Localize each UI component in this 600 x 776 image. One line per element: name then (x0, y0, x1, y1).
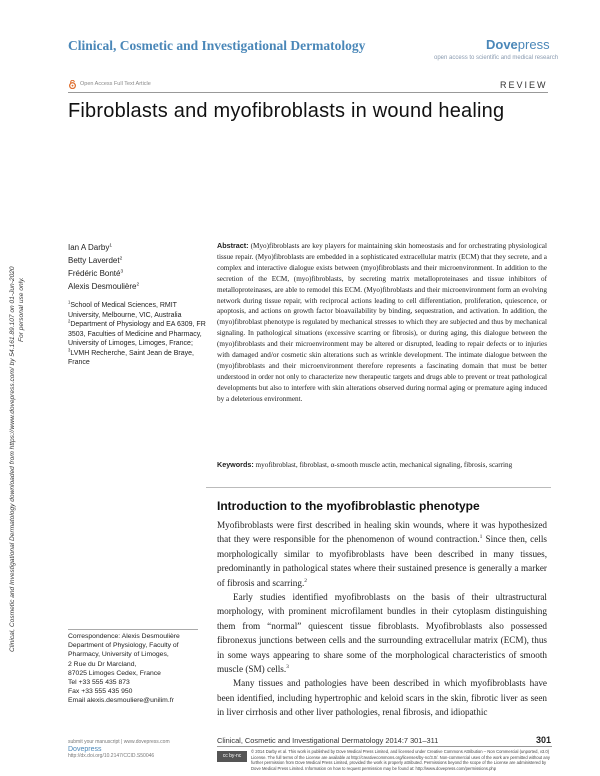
correspondence-email[interactable]: Email alexis.desmouliere@unilim.fr (68, 697, 174, 705)
affiliation-1: $^1$School of Medical Sciences, RMIT University, Melbourne, VIC, Australia (68, 299, 182, 319)
open-access-icon (68, 80, 77, 89)
publisher-logo[interactable] (486, 37, 550, 52)
body-text (217, 518, 547, 720)
author[interactable]: Betty Laverdet$^2$ (68, 256, 123, 265)
paragraph: Many tissues and pathologies have been described in which myofibroblasts have been identified, including hypertrophic and keloid scars in the skin, fibrotic liver as seen in liver cirrhosis and other liver pathologies, renal fibrosis, and idiopathic (217, 678, 547, 718)
footer-dovepress: Dovepress (68, 746, 102, 753)
publisher-name-b: press (517, 37, 550, 52)
author[interactable]: Alexis Desmoulière$^2$ (68, 282, 140, 291)
journal-title[interactable]: Clinical, Cosmetic and Investigational Dermatology (68, 38, 366, 53)
keywords (217, 460, 547, 471)
correspondence-label: Correspondence: Alexis Desmoulière (68, 633, 180, 640)
publisher-tagline: open access to scientific and medical research (434, 55, 559, 61)
paragraph: Early studies identified myofibroblasts on the basis of their ultrastructural morphology, with prominent microfilament bundles in their cytoplasm distinguishing them from “normal” quiescent tissue fibroblasts. Myofibroblasts also possessed fibronexus junctions between cells and the surrounding extracellular matrix (ECM), thus in some ways appearing to share some of the morphological characteristics of smooth muscle (SM) cells.$^3$ (217, 592, 547, 675)
header-divider (68, 92, 548, 93)
side-note-line2: For personal use only. (18, 277, 25, 342)
footer-journal-ref: Clinical, Cosmetic and Investigational Dermatology 2014:7 301–311 (217, 736, 439, 745)
affiliations (68, 301, 208, 368)
open-access-label: Open Access Full Text Article (80, 81, 151, 87)
license-text: © 2014 Darby et al. This work is published by Dove Medical Press Limited, and licensed under Creative Commons Attribution – Non Commercial (unported, v3.0) License. The full terms of the License are available at http://creativecommons.org/licenses/by-nc/3.0/. Non-commercial uses of the work are permitted without any further permission from Dove Medical Press Limited, provided the work is properly attributed. Permissions beyond the scope of the License are administered by Dove Medical Press Limited. Information on how to request permission may be found at: http://www.dovepress.com/permissions.php (251, 749, 551, 771)
publisher-name-a: Dove (486, 37, 518, 52)
article-type: REVIEW (500, 80, 548, 90)
submit-link[interactable]: submit your manuscript | www.dovepress.com (68, 739, 170, 745)
cc-license-badge[interactable]: cc by-nc (217, 751, 247, 762)
paragraph: Myofibroblasts were first described in healing skin wounds, where it was hypothesized that they were responsible for the phenomenon of wound contraction.$^1$ Since then, cells morphologically similar to myofibroblasts have been described in many tissues, predominantly in pathological states where their sustained presence is generally a marker of fibrosis and scarring.$^2$ (217, 520, 547, 588)
section-divider (206, 487, 551, 488)
abstract (217, 241, 547, 405)
keywords-text: myofibroblast, fibroblast, α-smooth muscle actin, mechanical signaling, fibrosis, scarring (255, 461, 513, 469)
footer-left (68, 739, 170, 760)
author[interactable]: Frédéric Bonté$^3$ (68, 269, 124, 278)
author[interactable]: Ian A Darby$^1$ (68, 243, 113, 252)
correspondence: Correspondence: Alexis Desmoulière Department of Physiology, Faculty of Pharmacy, University of Limoges, 2 Rue du Dr Marcland, 87025 Limoges Cedex, France Tel +33 555 435 873 Fax +33 555 435 950 Email alexis.desmouliere@unilim.fr (68, 632, 208, 706)
side-note-line1: Clinical, Cosmetic and Investigational Dermatology downloaded from https://www.dovepress.com/ by 54.161.89.107 on 01-Jun-2020 (9, 266, 16, 652)
download-side-note (2, 112, 36, 652)
correspondence-divider (68, 629, 198, 630)
abstract-text: (Myo)fibroblasts are key players for maintaining skin homeostasis and for orchestrating physiological tissue repair. (Myo)fibroblasts are embedded in a sophisticated extracellular matrix (ECM) that they secrete, and a complex and interactive dialogue exists between (myo)fibroblasts and their microenvironment. In addition to the secretion of the ECM, (myo)fibroblasts, by secreting matrix metalloproteinases and tissue inhibitors of metalloproteinases, are able to remodel this ECM. (Myo)fibroblasts and their microenvironment form an evolving network during tissue repair, with reciprocal actions leading to cell differentiation, proliferation, quiescence, or apoptosis, and actions on growth factor bioavailability by binding, sequestration, and activation. In addition, the (myo)fibroblast phenotype is regulated by mechanical stresses to which they are subjected and thus by mechanical signaling. In pathological situations (excessive scarring or fibrosis), or during aging, this dialogue between the (myo)fibroblasts and their microenvironment may be altered or disrupted, leading to repair defects or to injuries with damaged and/or cosmetic skin alterations such as wrinkle development. The intimate dialogue between the (myo)fibroblasts and their microenvironment therefore represents a fascinating domain that must be better understood in order not only to characterize new therapeutic targets and drugs able to prevent or treat pathological developments but also to interfere with skin alterations observed during normal aging or premature aging induced by a deleterious environment. (217, 242, 547, 403)
affiliation-2: $^2$Department of Physiology and EA 6309, FR 3503, Faculties of Medicine and Pharmacy, University of Limoges, Limoges, France; $^3$LVMH Recherche, Saint Jean de Braye, France (68, 318, 206, 366)
article-title: Fibroblasts and myofibroblasts in wound healing (68, 100, 505, 122)
page-number: 301 (536, 735, 552, 745)
keywords-label: Keywords: (217, 460, 254, 469)
section-heading: Introduction to the myofibroblastic phenotype (217, 499, 480, 513)
author-list (68, 241, 139, 293)
doi-link[interactable]: http://dx.doi.org/10.2147/CCID.S50046 (68, 753, 155, 759)
abstract-label: Abstract: (217, 241, 249, 250)
footer-divider (217, 746, 552, 747)
